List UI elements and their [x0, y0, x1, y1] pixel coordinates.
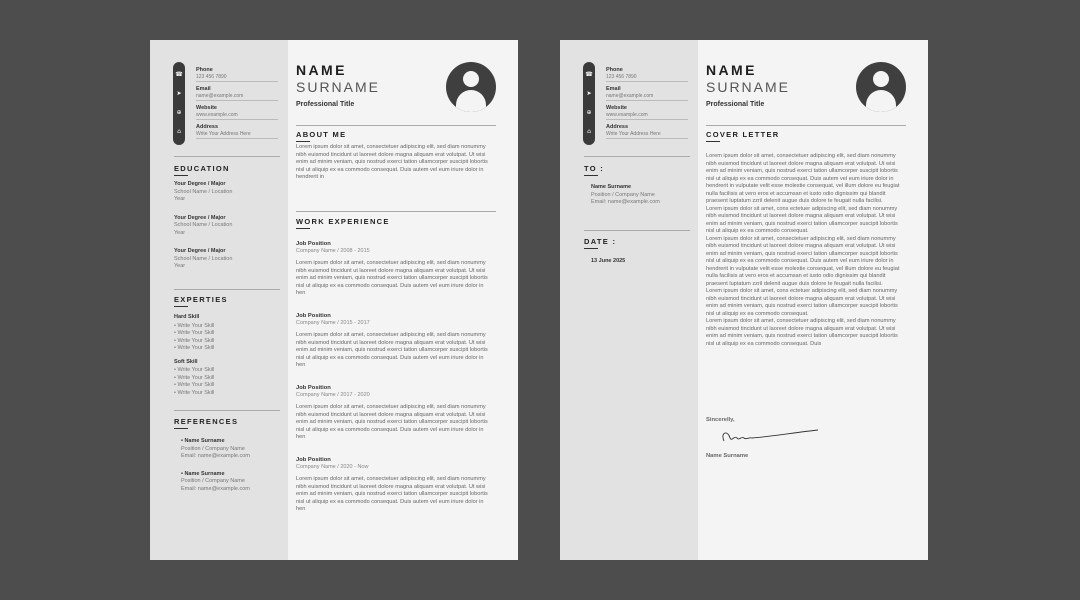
- skill-item: • Write Your Skill: [174, 337, 215, 344]
- recipient-position: Position / Company Name: [591, 191, 655, 198]
- education-item: Your Degree / Major School Name / Location Year: [174, 214, 233, 236]
- references-list: [181, 438, 285, 493]
- skill-item: • Write Your Skill: [174, 322, 215, 329]
- divider: [296, 211, 496, 212]
- skill-item: • Write Your Skill: [174, 389, 215, 396]
- letter-body: [706, 153, 906, 348]
- skill-item: • Write Your Skill: [174, 345, 215, 351]
- signature-name: Name Surname: [706, 453, 749, 459]
- contact-website: Website www.example.com: [196, 105, 278, 124]
- cover-letter-page: [560, 40, 928, 560]
- soft-skill-label: Soft Skill: [174, 358, 198, 365]
- expertise-heading: EXPERTIES: [174, 295, 228, 304]
- phone-icon: ☎: [585, 71, 593, 79]
- avatar: [856, 62, 906, 112]
- contact-website: Website www.example.com: [606, 105, 688, 124]
- professional-title: Professional Title: [706, 101, 765, 108]
- contact-email: Email name@example.com: [606, 86, 688, 105]
- work-heading: WORK EXPERIENCE: [296, 217, 390, 226]
- contact-address: Address Write Your Address Here: [606, 124, 688, 143]
- home-icon: ⌂: [587, 127, 591, 135]
- first-name: NAME: [706, 62, 757, 78]
- reference-item: • Name Surname Position / Company Name Email: name@example.com: [181, 438, 250, 459]
- first-name: NAME: [296, 62, 347, 78]
- professional-title: Professional Title: [296, 101, 355, 108]
- contact-icon-bar: [583, 62, 595, 145]
- divider: [584, 156, 690, 157]
- references-heading: REFERENCES: [174, 417, 239, 426]
- about-text: Lorem ipsum dolor sit amet, consectetuer adipiscing elit, sed diam nonummy nibh euismod tincidunt ut laoreet dolore magna aliquam erat volutpat. Ut wisi enim ad minim veniam, quis nostrud exerci tation ullamcorper suscipit lobortis nisl ut aliquip ex ea commodo consequat. Duis autem vel eum iriure dolor in hendrerit in: [296, 144, 488, 180]
- signature-image: [718, 428, 823, 448]
- job-entry: Job Position Company Name / 2020 - Now Lorem ipsum dolor sit amet, consectetuer adipiscing elit, sed diam nonummy nibh euismod tincidunt ut laoreet dolore magna aliquam erat volutpat. Ut wisi enim ad minim veniam, quis nostrud exerci tation ullamcorper suscipit lobortis nisl ut aliquip ex ea commodo consequat. Duis autem vel eum iriure dolor in hen: [296, 457, 488, 512]
- last-name: SURNAME: [296, 79, 381, 95]
- resume-page: [150, 40, 518, 560]
- education-heading: EDUCATION: [174, 164, 230, 173]
- resume-sidebar: [150, 40, 288, 560]
- cover-main: [698, 40, 928, 560]
- hard-skill-label: Hard Skill: [174, 314, 200, 320]
- skill-item: • Write Your Skill: [174, 382, 215, 388]
- job-entry: Job Position Company Name / 2015 - 2017 Lorem ipsum dolor sit amet, consectetuer adipiscing elit, sed diam nonummy nibh euismod tincidunt ut laoreet dolore magna aliquam erat volutpat. Ut wisi enim ad minim veniam, quis nostrud exerci tation ullamcorper suscipit lobortis nisl ut aliquip ex ea commodo consequat. Duis autem vel eum iriure dolor in hen: [296, 313, 488, 368]
- closing: Sincerelly,: [706, 417, 735, 423]
- education-item: Your Degree / Major School Name / Location Year: [174, 248, 233, 269]
- letter-paragraph: Lorem ipsum dolor sit amet, cons ectetuer adipiscing elit, sed diam nonummy nibh euismod tincidunt ut laoreet dolore magna aliquam erat volutpat. Ut wisi enim ad minim veniam, quis nostrud exerci tation ullamcorper suscipit lobortis nisl ut aliquip ex ea commodo consequat.: [706, 205, 898, 234]
- divider: [174, 410, 280, 411]
- letter-paragraph: Lorem ipsum dolor sit amet, consectetuer adipiscing elit, sed diam nonummy nibh euismod tincidunt ut laoreet dolore magna aliquam erat volutpat. Ut wisi enim ad minim veniam, quis nostrud exerci tation ullamcorper suscipit lobortis nisl ut aliquip ex ea commodo consequat. Duis autem vel eum iriure dolor in hendrerit in vulputate velit esse molestie consequat, vel illum dolore eu feugiat nulla facilisis at vero eros et accumsan et iusto odio dignissim qui blandit praesent luptatum zzril delenit augue duis dolore te feugait nulla facilisi.: [706, 153, 900, 204]
- cover-sidebar: [560, 40, 698, 560]
- contact-email: Email name@example.com: [196, 86, 278, 105]
- education-list: [174, 181, 278, 271]
- skill-item: • Write Your Skill: [174, 374, 215, 381]
- divider: [174, 289, 280, 290]
- send-icon: ➤: [176, 90, 182, 98]
- job-entry: Job Position Company Name / 2017 - 2020 Lorem ipsum dolor sit amet, consectetuer adipiscing elit, sed diam nonummy nibh euismod tincidunt ut laoreet dolore magna aliquam erat volutpat. Ut wisi enim ad minim veniam, quis nostrud exerci tation ullamcorper suscipit lobortis nisl ut aliquip ex ea commodo consequat. Duis autem vel eum iriure dolor in hen: [296, 385, 488, 440]
- divider: [706, 125, 906, 126]
- last-name: SURNAME: [706, 79, 791, 95]
- globe-icon: ⊕: [176, 108, 182, 116]
- recipient-email: Email: name@example.com: [591, 199, 660, 205]
- divider: [296, 125, 496, 126]
- contact-phone: Phone 123 456 7890: [606, 67, 688, 86]
- divider: [174, 156, 280, 157]
- contact-icon-bar: [173, 62, 185, 145]
- globe-icon: ⊕: [586, 108, 592, 116]
- recipient-name: Name Surname: [591, 184, 632, 190]
- skill-item: • Write Your Skill: [174, 330, 215, 336]
- avatar: [446, 62, 496, 112]
- home-icon: ⌂: [177, 127, 181, 135]
- phone-icon: ☎: [175, 71, 183, 79]
- skill-item: • Write Your Skill: [174, 367, 215, 373]
- contact-phone: Phone 123 456 7890: [196, 67, 278, 86]
- divider: [584, 230, 690, 231]
- recipient-block: [591, 184, 695, 207]
- date-value: 13 June 2025: [591, 258, 626, 264]
- date-heading: DATE :: [584, 237, 617, 246]
- skills-list: [174, 314, 278, 397]
- job-entry: Job Position Company Name / 2008 - 2015 Lorem ipsum dolor sit amet, consectetuer adipiscing elit, sed diam nonummy nibh euismod tincidunt ut laoreet dolore magna aliquam erat volutpat. Ut wisi enim ad minim veniam, quis nostrud exerci tation ullamcorper suscipit lobortis nisl ut aliquip ex ea commodo consequat. Duis autem vel eum iriure dolor in hen: [296, 241, 488, 296]
- letter-paragraph: Lorem ipsum dolor sit amet, cons ectetuer adipiscing elit, sed diam nonummy nibh euismod tincidunt ut laoreet dolore magna aliquam erat volutpat. Ut wisi enim ad minim veniam, quis nostrud exerci tation ullamcorper suscipit lobortis nisl ut aliquip ex ea commodo consequat.: [706, 288, 898, 317]
- letter-paragraph: Lorem ipsum dolor sit amet, consectetuer adipiscing elit, sed diam nonummy nibh euismod tincidunt ut laoreet dolore magna aliquam erat volutpat. Ut wisi enim ad minim veniam, quis nostrud exerci tation ullamcorper suscipit lobortis nisl ut aliquip ex ea commodo consequat. Duis autem vel eum iriure dolor in hendrerit in vulputate velit esse molestie consequat, vel illum dolore eu feugiat nulla facilisis at vero eros et accumsan et iusto odio dignissim qui blandit praesent luptatum zzril delenit augue duis dolore te feugait nulla facilisi.: [706, 235, 900, 287]
- send-icon: ➤: [586, 90, 592, 98]
- cover-letter-heading: COVER LETTER: [706, 130, 780, 139]
- to-heading: TO :: [584, 164, 605, 173]
- reference-item: • Name Surname Position / Company Name Email: name@example.com: [181, 470, 250, 492]
- resume-main: [288, 40, 518, 560]
- contact-address: Address Write Your Address Here: [196, 124, 278, 143]
- education-item: Your Degree / Major School Name / Location Year: [174, 181, 233, 202]
- letter-paragraph: Lorem ipsum dolor sit amet, consectetuer adipiscing elit, sed diam nonummy nibh euismod tincidunt ut laoreet dolore magna aliquam erat volutpat. Ut wisi enim ad minim veniam, quis nostrud exerci tation ullamcorper suscipit lobortis nisl ut aliquip ex ea commodo consequat. Duis: [706, 318, 898, 347]
- about-heading: ABOUT ME: [296, 130, 347, 139]
